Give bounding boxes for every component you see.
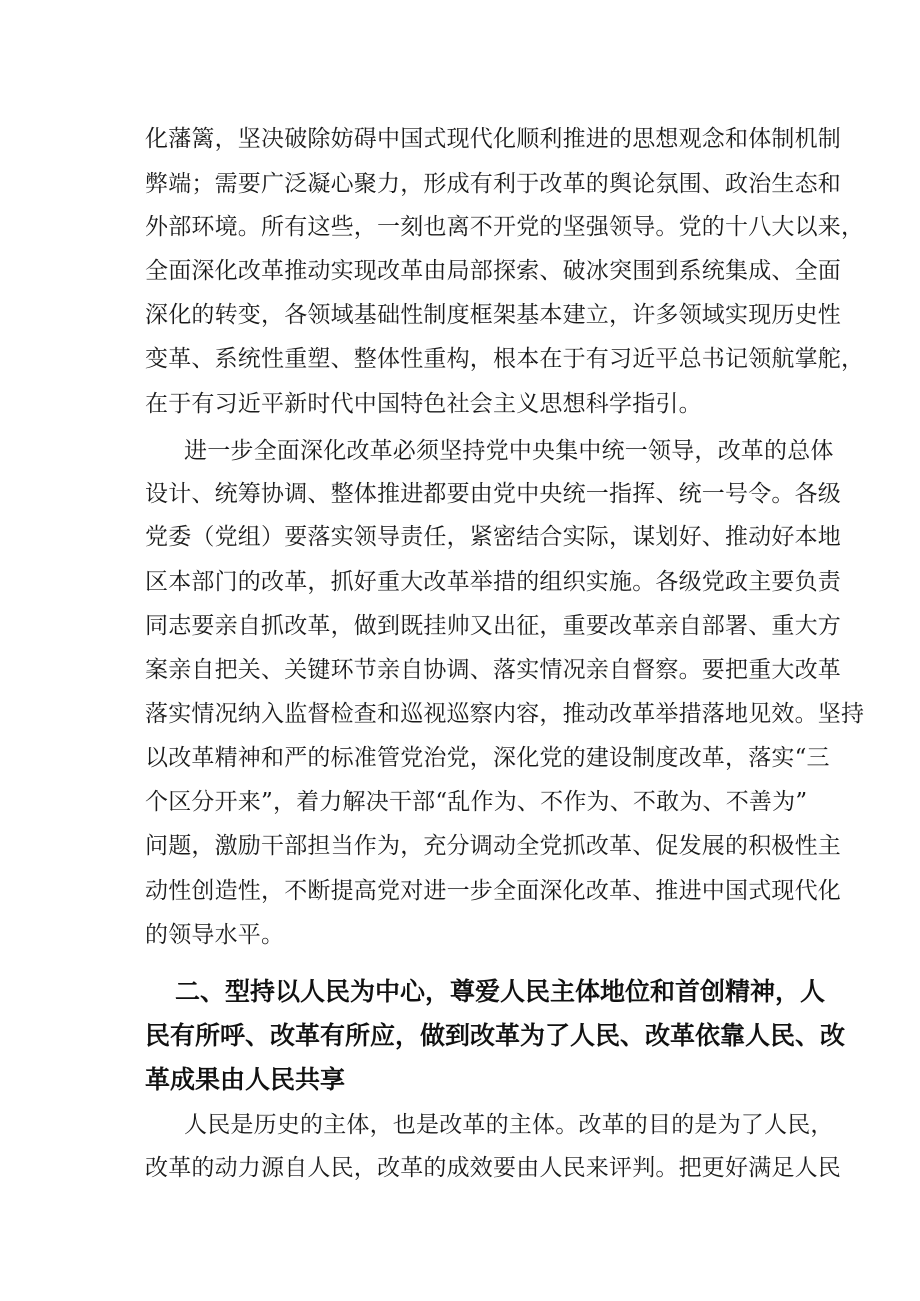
text-line: 全面深化改革推动实现改革由局部探索、破冰突围到系统集成、全面	[145, 258, 841, 284]
text-line: 人民是历史的主体，也是改革的主体。改革的目的是为了人民，	[184, 1112, 834, 1138]
text-line: 动性创造性，不断提高党对进一步全面深化改革、推进中国式现代化	[145, 878, 841, 904]
text-line: 设计、统筹协调、整体推进都要由党中央统一指挥、统一号令。各级	[145, 481, 841, 507]
text-line: 变革、系统性重塑、整体性重构，根本在于有习近平总书记领航掌舵，	[145, 346, 865, 372]
text-line: 问题，激励干部担当作为，充分调动全党抓改革、促发展的积极性主	[145, 833, 841, 859]
text-line: 党委（党组）要落实领导责任，紧密结合实际，谋划好、推动好本地	[145, 524, 841, 550]
text-line: 在于有习近平新时代中国特色社会主义思想科学指引。	[145, 391, 702, 417]
text-line: 进一步全面深化改革必须坚持党中央集中统一领导，改革的总体	[184, 438, 834, 464]
text-line: 的领导水平。	[145, 922, 285, 948]
text-line: 个区分开来”，着力解决干部“乱作为、不作为、不敢为、不善为”	[145, 789, 808, 815]
text-line: 案亲自把关、关键环节亲自协调、落实情况亲自督察。要把重大改革	[145, 657, 841, 683]
text-line: 弊端；需要广泛凝心聚力，形成有利于改革的舆论氛围、政治生态和	[145, 171, 841, 197]
text-line: 区本部门的改革，抓好重大改革举措的组织实施。各级党政主要负责	[145, 569, 841, 595]
text-line: 同志要亲自抓改革，做到既挂帅又出征，重要改革亲自部署、重大方	[145, 613, 841, 639]
text-line: 化藩篱，坚决破除妨碍中国式现代化顺利推进的思想观念和体制机制	[145, 126, 841, 152]
heading-line: 民有所呼、改革有所应，做到改革为了人民、改革依靠人民、改	[145, 1021, 846, 1050]
text-line: 深化的转变，各领域基础性制度框架基本建立，许多领域实现历史性	[145, 302, 841, 328]
text-line: 外部环境。所有这些，一刻也离不开党的坚强领导。党的十八大以来，	[145, 214, 865, 240]
text-line: 以改革精神和严的标准管党治党，深化党的建设制度改革，落实“三	[145, 745, 830, 771]
heading-line: 二、型持以人民为中心，尊爱人民主体地位和首创精神，人	[175, 977, 826, 1006]
heading-line: 革成果由人民共享	[145, 1065, 346, 1094]
text-line: 落实情况纳入监督检查和巡视巡察内容，推动改革举措落地见效。坚持	[145, 701, 865, 727]
text-line: 改革的动力源自人民，改革的成效要由人民来评判。把更好满足人民	[145, 1155, 841, 1181]
